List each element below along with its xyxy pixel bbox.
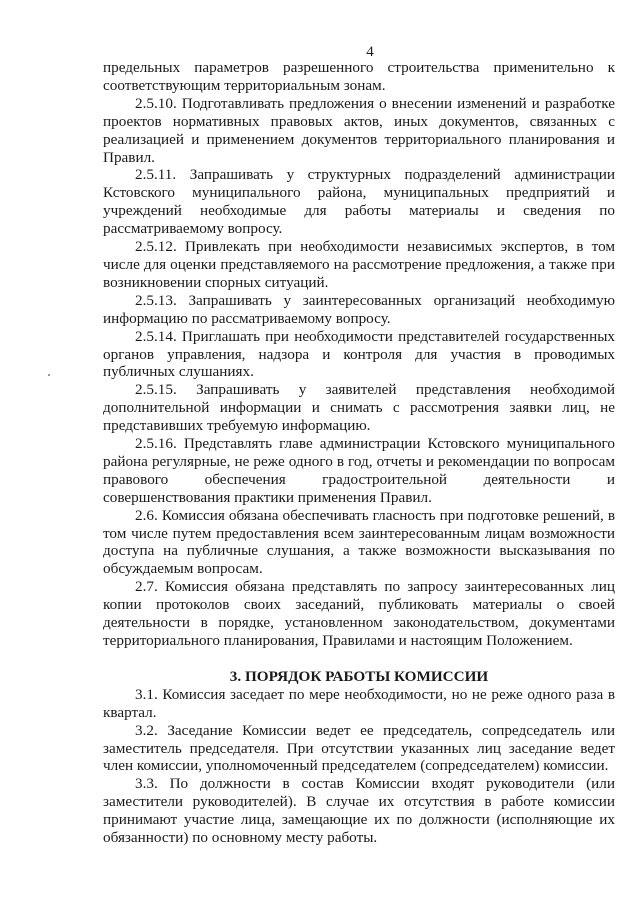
paragraph-2-5-12: 2.5.12. Привлекать при необходимости независимых экспертов, в том числе для оценки представляемого на рассмотрение предложения, а также при возникновении спорных ситуаций. bbox=[103, 238, 615, 291]
paragraph-2-5-13: 2.5.13. Запрашивать у заинтересованных организаций необходимую информацию по рассматриваемому вопросу. bbox=[103, 291, 615, 327]
paragraph-3-3: 3.3. По должности в состав Комиссии входят руководители (или заместители руководителей). В случае их отсутствия в работе комиссии принимают участие лица, замещающие их по должности (исполняющие их обязанности) по основному месту работы. bbox=[103, 775, 615, 847]
paragraph-2-7: 2.7. Комиссия обязана представлять по запросу заинтересованных лиц копии протоколов своих заседаний, публиковать материалы о своей деятельности в порядке, установленном законодательством, документами территориального планирования, Правилами и настоящим Положением. bbox=[103, 578, 615, 649]
paragraph-2-5-11: 2.5.11. Запрашивать у структурных подразделений администрации Кстовского муниципального района, муниципальных предприятий и учреждений необходимые для работы материалы и сведения по рассматриваемому вопросу. bbox=[103, 166, 615, 238]
paragraph-continuation: предельных параметров разрешенного строительства применительно к соответствующим территориальным зонам. bbox=[103, 59, 615, 94]
section-heading: 3. ПОРЯДОК РАБОТЫ КОМИССИИ bbox=[229, 667, 489, 685]
paragraph-3-1: 3.1. Комиссия заседает по мере необходимости, но не реже одного раза в квартал. bbox=[103, 685, 615, 721]
paragraph-2-5-16: 2.5.16. Представлять главе администрации Кстовского муниципального района регулярные, не реже одного в год, отчеты и рекомендации по вопросам правового обеспечения градостроительной деятельности и совершенствования практики применения Правил. bbox=[103, 435, 615, 506]
paragraph-2-6: 2.6. Комиссия обязана обеспечивать гласность при подготовке решений, в том числе путем предоставления всем заинтересованным лицам возможности доступа на публичные слушания, а также возможности высказывания по обсуждаемым вопросам. bbox=[103, 506, 615, 578]
paragraph-2-5-15: 2.5.15. Запрашивать у заявителей представления необходимой дополнительной информации и снимать с рассмотрения заявки лиц, не представивших требуемую информацию. bbox=[103, 381, 615, 435]
document-body bbox=[103, 59, 615, 847]
page-number: 4 bbox=[366, 44, 374, 60]
paragraph-2-5-14: 2.5.14. Приглашать при необходимости представителей государственных органов управления, надзора и контроля для участия в проводимых публичных слушаниях. bbox=[103, 327, 615, 381]
paragraph-3-2: 3.2. Заседание Комиссии ведет ее председатель, сопредседатель или заместитель председателя. При отсутствии указанных лиц заседание ведет член комиссии, уполномоченный председателем (сопредседателем) комиссии. bbox=[103, 721, 615, 775]
paragraph-2-5-10: 2.5.10. Подготавливать предложения о внесении изменений и разработке проектов нормативных правовых актов, иных документов, связанных с реализацией и применением документов территориального планирования и Правил. bbox=[103, 94, 615, 166]
margin-mark bbox=[48, 374, 50, 376]
